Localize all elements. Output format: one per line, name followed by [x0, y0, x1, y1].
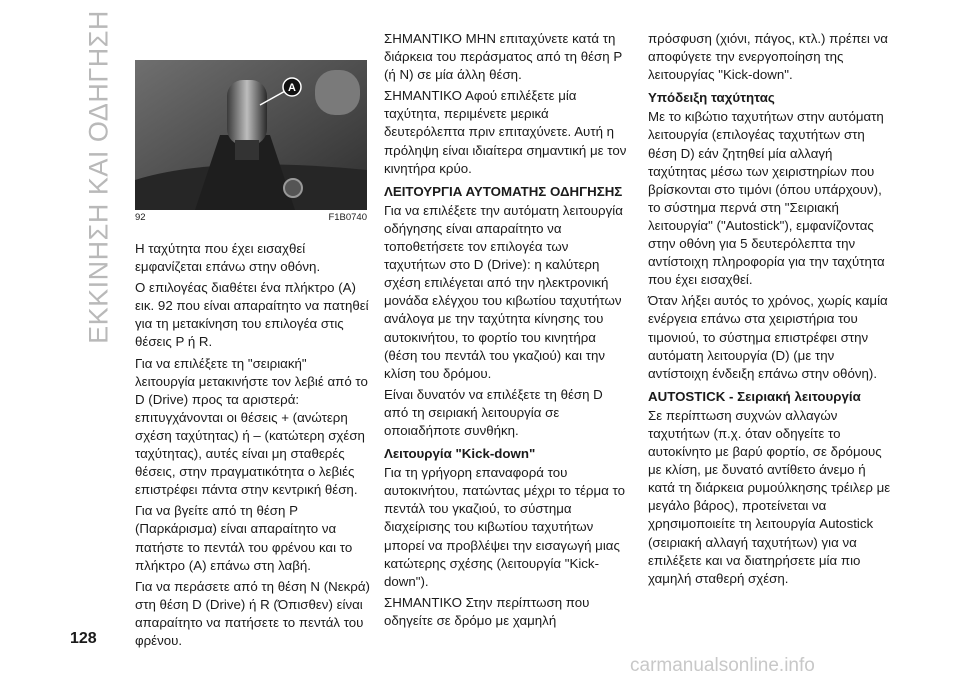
paragraph: Για να επιλέξετε την αυτόματη λειτουργία οδήγησης είναι απαραίτητο να τοποθετήσετε τον επιλογέα των ταχυτήτων στο D (Drive): η καλύτερη σχέση επιλέγεται από την ηλεκτρονική μονάδα ελέγχου του κιβωτίου ταχυτήτων ανάλογα με την ταχύτητα κίνησης του αυτοκινήτου, το φορτίο του κινητήρα (θέση του πεντάλ του γκαζιού) και την κλίση του δρόμου.: [384, 202, 623, 381]
watermark: carmanualsonline.info: [630, 655, 815, 676]
gear-selector-figure: [135, 60, 367, 210]
paragraph: Σε περίπτωση συχνών αλλαγών ταχυτήτων (π.χ. όταν οδηγείτε το αυτοκίνητο με βαρύ φορτίο, σε δρόμους με κλίση, με δυνατό αντίθετο άνεμο ή κατά τη διάρκεια ρυμούλκησης τρέιλερ με μεγάλο βάρος), προτείνεται να χρησιμοποιείτε τη λειτουργία Autostick (σειριακή αλλαγή ταχυτήτων) για να επιλέξετε και να διατηρήσετε μία πιο χαμηλή σταθερή σχέση.: [648, 407, 891, 586]
paragraph: Ο επιλογέας διαθέτει ένα πλήκτρο (A) εικ. 92 που είναι απαραίτητο να πατηθεί για τη μετακίνηση του επιλογέα στις θέσεις P ή R.: [135, 280, 369, 350]
section-heading-auto: ΛΕΙΤΟΥΡΓΙΑ ΑΥΤΟΜΑΤΗΣ ΟΔΗΓΗΣΗΣ: [384, 183, 623, 199]
figure-number: 92: [135, 212, 146, 223]
paragraph: Η ταχύτητα που έχει εισαχθεί εμφανίζεται επάνω στην οθόνη.: [135, 241, 321, 275]
paragraph: Για να περάσετε από τη θέση N (Νεκρά) στη θέση D (Drive) ή R (Όπισθεν) είναι απαραίτητο να πατήσετε το πεντάλ του φρένου.: [135, 578, 370, 648]
section-heading-gear-hint: Υπόδειξη ταχύτητας: [648, 90, 775, 106]
paragraph: Για τη γρήγορη επαναφορά του αυτοκινήτου, πατώντας μέχρι το τέρμα το πεντάλ του γκαζιού, το σύστημα διαχείρισης του κιβωτίου ταχυτήτων μπορεί να προβλέψει την εισαγωγή μιας κατώτερης σχέσης (λειτουργία "Kick-down").: [384, 465, 625, 589]
section-heading-autostick: AUTOSTICK - Σειριακή λειτουργία: [648, 388, 861, 404]
paragraph: ΣΗΜΑΝΤΙΚΟ Στην περίπτωση που οδηγείτε σε δρόμο με χαμηλή: [384, 594, 590, 628]
section-heading-kickdown: Λειτουργία "Kick-down": [384, 446, 536, 462]
column-1: [135, 240, 370, 653]
paragraph: ΣΗΜΑΝΤΙΚΟ Αφού επιλέξετε μία ταχύτητα, περιμένετε μερικά δευτερόλεπτα πριν επιταχύνετε. Αυτή η πρόληψη είναι ιδιαίτερα σημαντική με τον κινητήρα κρύο.: [384, 88, 627, 176]
paragraph: Είναι δυνατόν να επιλέξετε τη θέση D από τη σειριακή λειτουργία σε οποιαδήποτε συνθήκη.: [384, 386, 603, 438]
paragraph: πρόσφυση (χιόνι, πάγος, κτλ.) πρέπει να αποφύγετε την ενεργοποίηση της λειτουργίας "Kick-down".: [648, 31, 888, 83]
chapter-side-tab: ΕΚΚΙΝΗΣΗ ΚΑΙ ΟΔΗΓΗΣΗ: [83, 10, 114, 344]
paragraph: Όταν λήξει αυτός το χρόνος, χωρίς καμία ενέργεια επάνω στα χειριστήρια του τιμονιού, το σύστημα επιστρέφει στην αυτόματη λειτουργία (D) (με την αντίστοιχη ένδειξη επάνω στην οθόνη).: [648, 293, 888, 381]
figure-code: F1B0740: [328, 212, 367, 223]
figure-caption: [135, 212, 367, 223]
page-number: 128: [70, 630, 97, 647]
figure-callout-a: A: [288, 82, 296, 94]
paragraph: Για να βγείτε από τη θέση P (Παρκάρισμα) είναι απαραίτητο να πατήστε το πεντάλ του φρένου και το πλήκτρο (A) επάνω στη λαβή.: [135, 503, 353, 573]
paragraph: Για να επιλέξετε τη "σειριακή" λειτουργία μετακινήστε τον λεβιέ από το D (Drive) προς τα αριστερά: επιτυγχάνονται οι θέσεις + (ανώτερη σχέση ταχύτητας) ή – (κατώτερη σχέση ταχύτητας), αυτές είναι μη σταθερές θέσεις, στην πραγματικότητα ο λεβιές επιστρέφει πάντα στην κεντρική θέση.: [135, 355, 368, 498]
column-3: [648, 30, 893, 591]
column-2: [384, 30, 629, 633]
paragraph: ΣΗΜΑΝΤΙΚΟ ΜΗΝ επιταχύνετε κατά τη διάρκεια του περάσματος από τη θέση P (ή N) σε μία άλλη θέση.: [384, 31, 622, 83]
paragraph: Με το κιβώτιο ταχυτήτων στην αυτόματη λειτουργία (επιλογέας ταχυτήτων στη θέση D) εάν ζητηθεί μία αλλαγή ταχύτητας μέσω των χειριστηρίων που βρίσκονται στο τιμόνι (όπου υπάρχουν), το σύστημα περνά στη "Σειριακή λειτουργία" ("Autostick"), εμφανίζοντας στην οθόνη για 5 δευτερόλεπτα την αντίστοιχη πληροφορία για την ταχύτητα που έχει εισαχθεί.: [648, 109, 885, 288]
